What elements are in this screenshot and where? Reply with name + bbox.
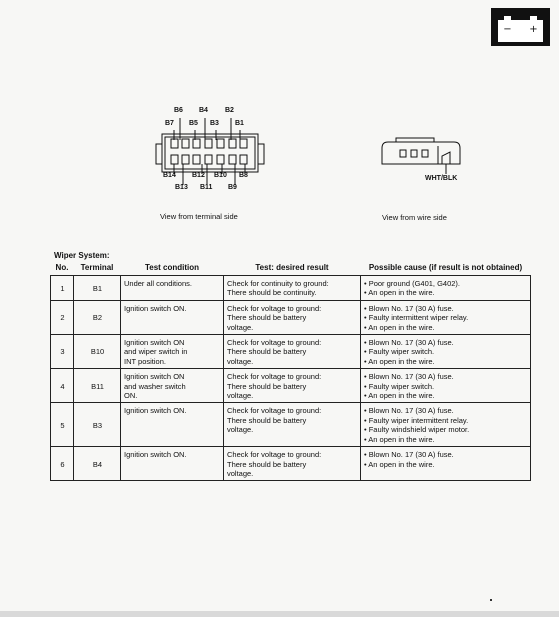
result-line: Check for voltage to ground: — [227, 338, 322, 348]
result-line: Check for voltage to ground: — [227, 303, 322, 313]
cause-line: • Blown No. 17 (30 A) fuse. — [364, 406, 454, 416]
result-line: voltage. — [227, 391, 254, 401]
header-terminal: Terminal — [80, 263, 114, 272]
caption-terminal-side: View from terminal side — [160, 212, 238, 221]
result-line: voltage. — [227, 425, 254, 435]
header-desired-result: Test: desired result — [255, 263, 329, 272]
cause-line: • Blown No. 17 (30 A) fuse. — [364, 338, 454, 348]
table-row — [51, 447, 531, 481]
table-body — [51, 276, 531, 481]
pin-label: B3 — [210, 120, 219, 127]
row-number: 1 — [51, 276, 74, 301]
cause-line: • Faulty windshield wiper motor. — [364, 425, 470, 435]
row-terminal: B4 — [74, 447, 121, 481]
result-line: voltage. — [227, 356, 254, 366]
result-line: Check for continuity to ground: — [227, 279, 329, 288]
row-condition — [121, 276, 224, 301]
row-number: 4 — [51, 369, 74, 403]
result-line: There should be battery — [227, 459, 307, 469]
cause-line: • Blown No. 17 (30 A) fuse. — [364, 450, 454, 460]
result-line: Check for voltage to ground: — [227, 372, 322, 382]
condition-line: Ignition switch ON — [124, 338, 185, 348]
pin-label: B8 — [239, 172, 248, 179]
pin-label: B14 — [163, 172, 176, 179]
wiper-system-table — [50, 261, 530, 481]
connector-wire-side-diagram — [376, 132, 466, 187]
row-cause — [361, 335, 531, 369]
header-possible-cause: Possible cause (if result is not obtained) — [368, 263, 523, 272]
condition-line: Ignition switch ON. — [124, 450, 187, 460]
result-line: There should be battery — [227, 415, 307, 425]
row-terminal: B3 — [74, 403, 121, 447]
result-line: There should be battery — [227, 313, 307, 323]
cause-line: • An open in the wire. — [364, 391, 435, 401]
pin-label: B7 — [165, 120, 174, 127]
header-no: No. — [55, 263, 69, 272]
table-row — [51, 369, 531, 403]
header-test-condition: Test condition — [144, 263, 200, 272]
condition-line: Under all conditions. — [124, 279, 192, 288]
caption-wire-side: View from wire side — [382, 213, 447, 222]
cause-line: • Faulty wiper switch. — [364, 381, 435, 391]
wire-color-label: WHT/BLK — [425, 175, 458, 182]
pin-label: B9 — [228, 184, 237, 191]
result-line: There should be continuity. — [227, 288, 317, 298]
pin-label: B5 — [189, 120, 198, 127]
test-table — [50, 261, 531, 481]
row-condition — [121, 447, 224, 481]
row-number: 5 — [51, 403, 74, 447]
pin-label: B10 — [214, 172, 227, 179]
row-condition — [121, 369, 224, 403]
battery-icon — [491, 8, 550, 46]
condition-line: Ignition switch ON. — [124, 406, 187, 416]
table-row — [51, 403, 531, 447]
row-number: 2 — [51, 300, 74, 334]
page-mark — [490, 599, 492, 601]
pin-label: B2 — [225, 107, 234, 114]
pin-label: B1 — [235, 120, 244, 127]
row-result — [224, 276, 361, 301]
table-header-row — [51, 261, 531, 276]
battery-plus-sign: + — [529, 24, 538, 35]
row-terminal: B11 — [74, 369, 121, 403]
pin-label: B13 — [175, 184, 188, 191]
row-cause — [361, 300, 531, 334]
pin-label: B4 — [199, 107, 208, 114]
section-title: Wiper System: — [54, 251, 110, 260]
cause-line: • An open in the wire. — [364, 459, 435, 469]
result-line: voltage. — [227, 468, 254, 478]
connector-terminal-side-diagram — [150, 104, 290, 194]
row-number: 6 — [51, 447, 74, 481]
cause-line: • Faulty wiper switch. — [364, 347, 435, 357]
row-result — [224, 369, 361, 403]
cause-line: • Faulty wiper intermittent relay. — [364, 415, 469, 425]
row-terminal: B1 — [74, 276, 121, 301]
condition-line: and washer switch — [124, 381, 186, 391]
cause-line: • Poor ground (G401, G402). — [364, 279, 461, 288]
pin-label: B6 — [174, 107, 183, 114]
pin-label: B11 — [200, 184, 213, 191]
row-cause — [361, 403, 531, 447]
cause-line: • Blown No. 17 (30 A) fuse. — [364, 303, 454, 313]
row-result — [224, 300, 361, 334]
row-condition — [121, 403, 224, 447]
condition-line: Ignition switch ON — [124, 372, 185, 382]
row-number: 3 — [51, 335, 74, 369]
row-result — [224, 335, 361, 369]
row-cause — [361, 369, 531, 403]
pin-label: B12 — [192, 172, 205, 179]
page-footer-strip — [0, 611, 559, 617]
result-line: Check for voltage to ground: — [227, 406, 322, 416]
cause-line: • Faulty intermittent wiper relay. — [364, 313, 469, 323]
cause-line: • An open in the wire. — [364, 356, 435, 366]
result-line: voltage. — [227, 322, 254, 332]
cause-line: • Blown No. 17 (30 A) fuse. — [364, 372, 454, 382]
condition-line: and wiper switch in — [124, 347, 188, 357]
table-row — [51, 300, 531, 334]
table-row — [51, 276, 531, 301]
condition-line: ON. — [124, 391, 138, 401]
result-line: Check for voltage to ground: — [227, 450, 322, 460]
row-condition — [121, 300, 224, 334]
result-line: There should be battery — [227, 347, 307, 357]
result-line: There should be battery — [227, 381, 307, 391]
condition-line: Ignition switch ON. — [124, 303, 187, 313]
row-terminal: B10 — [74, 335, 121, 369]
row-result — [224, 447, 361, 481]
cause-line: • An open in the wire. — [364, 434, 435, 444]
row-result — [224, 403, 361, 447]
table-row — [51, 335, 531, 369]
cause-line: • An open in the wire. — [364, 322, 435, 332]
cause-line: • An open in the wire. — [364, 288, 435, 298]
row-cause — [361, 276, 531, 301]
row-condition — [121, 335, 224, 369]
condition-line: INT position. — [124, 356, 166, 366]
row-terminal: B2 — [74, 300, 121, 334]
battery-minus-sign: − — [503, 24, 512, 35]
row-cause — [361, 447, 531, 481]
